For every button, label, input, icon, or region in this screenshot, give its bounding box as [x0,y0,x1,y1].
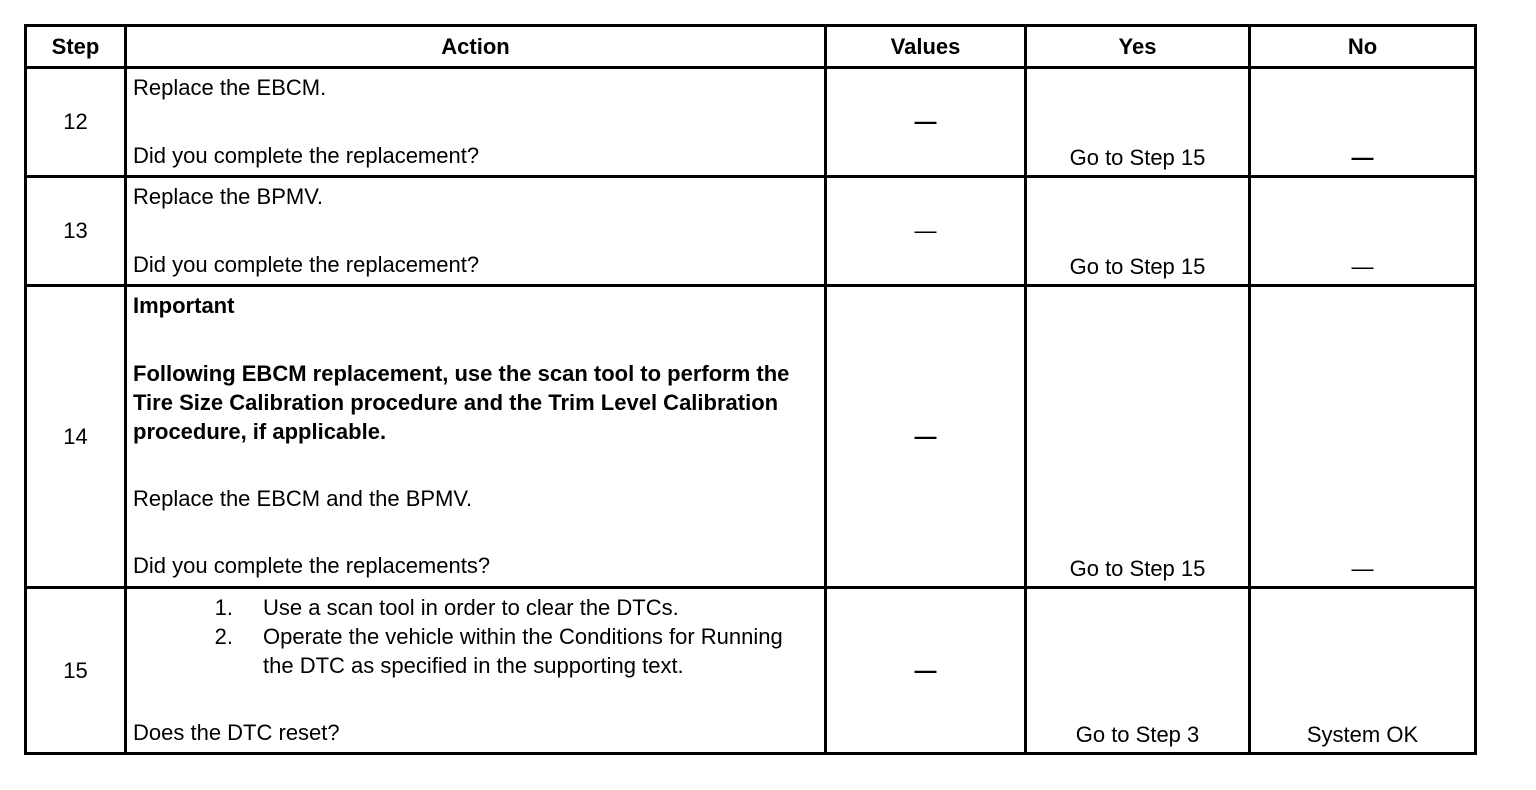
list-item [133,593,818,622]
action-text: Replace the BPMV. [133,184,323,209]
no-dash: — [1351,556,1374,581]
list-item [133,622,818,680]
instruction-list [133,593,818,680]
values-cell [826,286,1026,588]
yes-cell: Go to Step 15 [1026,177,1250,286]
action-text: Replace the EBCM. [133,75,327,100]
table-row [26,177,1476,286]
table-row [26,286,1476,588]
header-step: Step [26,26,126,68]
values-cell [826,588,1026,754]
no-cell [1250,286,1476,588]
values-dash: — [914,657,937,683]
action-question: Does the DTC reset? [133,720,340,745]
no-dash: — [1351,254,1374,279]
table-row [26,68,1476,177]
action-question: Did you complete the replacement? [133,143,480,168]
action-cell [126,68,826,177]
header-action: Action [126,26,826,68]
no-dash: — [1351,145,1374,170]
no-cell [1250,68,1476,177]
yes-cell: Go to Step 15 [1026,68,1250,177]
values-cell [826,68,1026,177]
values-cell [826,177,1026,286]
header-yes: Yes [1026,26,1250,68]
action-question: Did you complete the replacements? [133,553,491,578]
header-values: Values [826,26,1026,68]
values-dash: — [914,423,937,449]
list-text: Operate the vehicle within the Conditions for Running the DTC as specified in the supporting text. [263,624,783,678]
step-number: 15 [26,588,126,754]
list-text: Use a scan tool in order to clear the DTCs. [263,595,679,620]
yes-cell: Go to Step 15 [1026,286,1250,588]
values-dash: — [914,109,937,134]
values-dash: — [914,218,937,243]
action-question: Did you complete the replacement? [133,252,480,277]
yes-cell: Go to Step 3 [1026,588,1250,754]
list-number: 2. [214,624,233,649]
list-number: 1. [214,595,233,620]
action-cell [126,286,826,588]
table-header-row [26,26,1476,68]
no-cell: System OK [1250,588,1476,754]
action-text: Replace the EBCM and the BPMV. [133,486,473,511]
table-row [26,588,1476,754]
header-no: No [1250,26,1476,68]
diagnostic-procedure-table [24,24,1477,755]
action-cell [126,177,826,286]
important-title: Important [133,293,235,318]
action-cell [126,588,826,754]
step-number: 12 [26,68,126,177]
step-number: 13 [26,177,126,286]
important-text: Following EBCM replacement, use the scan tool to perform the Tire Size Calibration procedure and the Trim Level Calibration procedure, if applicable. [133,361,790,444]
step-number: 14 [26,286,126,588]
no-cell [1250,177,1476,286]
